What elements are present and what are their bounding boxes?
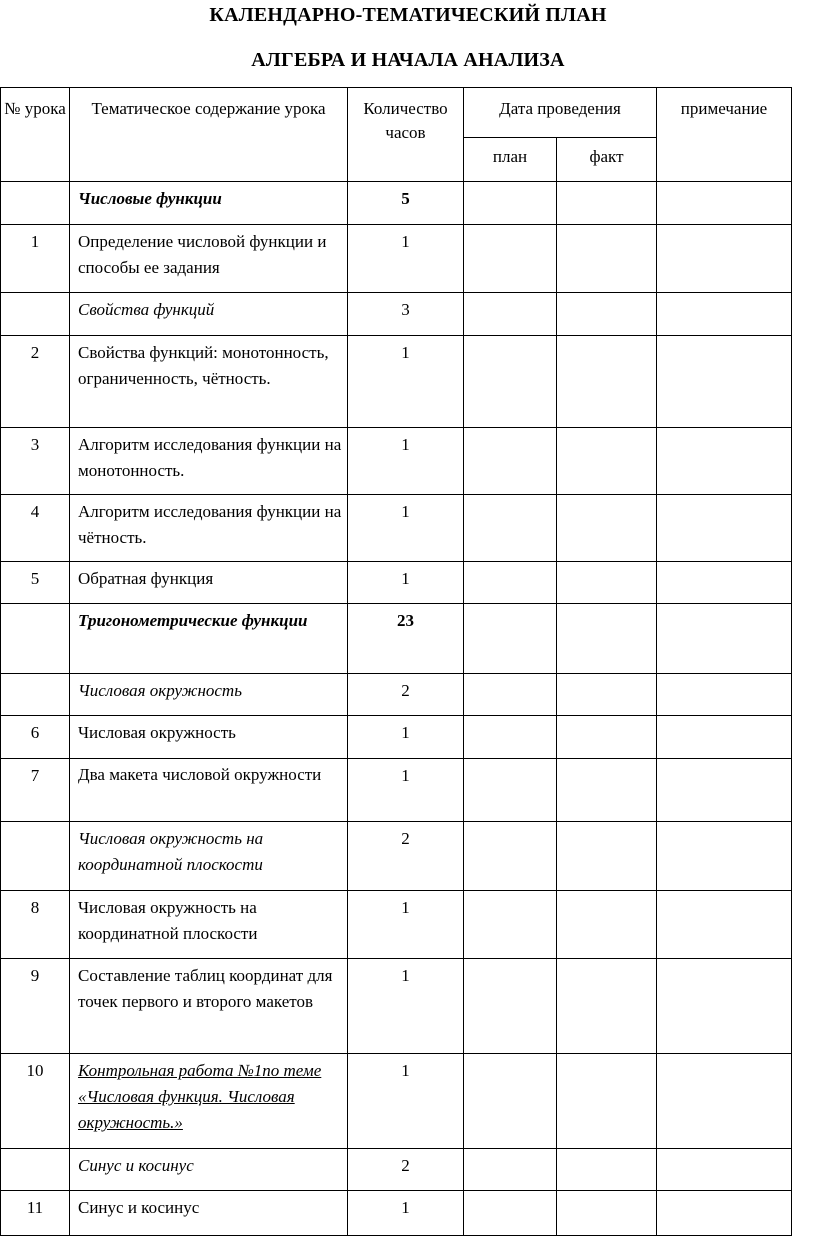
header-date: Дата проведения: [464, 88, 657, 138]
date-plan-cell: [464, 1054, 557, 1149]
note-cell: [657, 495, 792, 562]
lesson-hours: 1: [348, 336, 464, 428]
date-plan-cell: [464, 495, 557, 562]
table-row: [1, 225, 792, 293]
test-lesson-topic: Контрольная работа №1по теме «Числовая функция. Числовая окружность.»: [70, 1054, 348, 1149]
lesson-topic: Определение числовой функции и способы ее задания: [70, 225, 348, 293]
note-cell: [657, 428, 792, 495]
date-fact-cell: [557, 604, 657, 674]
table-row: [1, 562, 792, 604]
header-hours: Количество часов: [348, 88, 464, 182]
table-row: [1, 674, 792, 716]
header-topic: Тематическое содержание урока: [70, 88, 348, 182]
lesson-hours: 1: [348, 428, 464, 495]
table-row: [1, 182, 792, 225]
note-cell: [657, 891, 792, 959]
lesson-hours: 5: [348, 182, 464, 225]
lesson-number: [1, 1149, 70, 1191]
note-cell: [657, 604, 792, 674]
date-plan-cell: [464, 1149, 557, 1191]
date-plan-cell: [464, 225, 557, 293]
note-cell: [657, 182, 792, 225]
date-plan-cell: [464, 674, 557, 716]
lesson-number: 7: [1, 759, 70, 822]
note-cell: [657, 225, 792, 293]
lesson-topic: Составление таблиц координат для точек первого и второго макетов: [70, 959, 348, 1054]
lesson-topic: Алгоритм исследования функции на монотонность.: [70, 428, 348, 495]
section-title: Числовая окружность на координатной плоскости: [70, 822, 348, 891]
lesson-hours: 1: [348, 495, 464, 562]
date-plan-cell: [464, 336, 557, 428]
lesson-hours: 3: [348, 293, 464, 336]
lesson-topic: Числовая окружность: [70, 716, 348, 759]
date-plan-cell: [464, 604, 557, 674]
date-fact-cell: [557, 759, 657, 822]
date-fact-cell: [557, 822, 657, 891]
lesson-plan-table: [0, 87, 792, 1236]
date-fact-cell: [557, 1149, 657, 1191]
date-fact-cell: [557, 562, 657, 604]
document-subtitle: АЛГЕБРА И НАЧАЛА АНАЛИЗА: [251, 49, 565, 71]
table-row: [1, 604, 792, 674]
date-plan-cell: [464, 293, 557, 336]
date-fact-cell: [557, 293, 657, 336]
lesson-hours: 2: [348, 674, 464, 716]
section-title: Числовые функции: [70, 182, 348, 225]
lesson-number: 9: [1, 959, 70, 1054]
lesson-hours: 2: [348, 822, 464, 891]
date-plan-cell: [464, 716, 557, 759]
lesson-hours: 1: [348, 225, 464, 293]
table-row: [1, 336, 792, 428]
document-title: КАЛЕНДАРНО-ТЕМАТИЧЕСКИЙ ПЛАН: [209, 4, 607, 26]
lesson-hours: 1: [348, 759, 464, 822]
note-cell: [657, 1054, 792, 1149]
lesson-number: 4: [1, 495, 70, 562]
date-plan-cell: [464, 182, 557, 225]
date-plan-cell: [464, 759, 557, 822]
table-row: [1, 495, 792, 562]
lesson-hours: 1: [348, 1191, 464, 1236]
header-plan: план: [464, 138, 557, 182]
date-fact-cell: [557, 495, 657, 562]
table-row: [1, 1191, 792, 1236]
table-row: [1, 1149, 792, 1191]
table-header-row: [1, 88, 792, 138]
lesson-number: [1, 182, 70, 225]
date-plan-cell: [464, 428, 557, 495]
section-title: Числовая окружность: [70, 674, 348, 716]
note-cell: [657, 1149, 792, 1191]
date-plan-cell: [464, 891, 557, 959]
header-fact: факт: [557, 138, 657, 182]
lesson-number: 10: [1, 1054, 70, 1149]
lesson-number: 3: [1, 428, 70, 495]
lesson-hours: 1: [348, 716, 464, 759]
date-plan-cell: [464, 1191, 557, 1236]
lesson-hours: 23: [348, 604, 464, 674]
lesson-hours: 1: [348, 959, 464, 1054]
table-row: [1, 891, 792, 959]
lesson-number: 11: [1, 1191, 70, 1236]
lesson-number: 2: [1, 336, 70, 428]
lesson-number: [1, 674, 70, 716]
note-cell: [657, 822, 792, 891]
lesson-hours: 1: [348, 1054, 464, 1149]
table-row: [1, 959, 792, 1054]
lesson-topic: Синус и косинус: [70, 1191, 348, 1236]
date-fact-cell: [557, 428, 657, 495]
table-row: [1, 716, 792, 759]
date-plan-cell: [464, 959, 557, 1054]
date-fact-cell: [557, 716, 657, 759]
lesson-topic: Два макета числовой окружности: [70, 759, 348, 822]
date-fact-cell: [557, 891, 657, 959]
table-row: [1, 759, 792, 822]
lesson-topic: Алгоритм исследования функции на чётность.: [70, 495, 348, 562]
lesson-number: 8: [1, 891, 70, 959]
date-fact-cell: [557, 674, 657, 716]
section-title: Свойства функций: [70, 293, 348, 336]
lesson-hours: 1: [348, 891, 464, 959]
lesson-number: [1, 604, 70, 674]
date-fact-cell: [557, 336, 657, 428]
header-note: примечание: [657, 88, 792, 182]
section-title: Тригонометрические функции: [70, 604, 348, 674]
lesson-hours: 1: [348, 562, 464, 604]
note-cell: [657, 674, 792, 716]
lesson-topic: Числовая окружность на координатной плоскости: [70, 891, 348, 959]
note-cell: [657, 716, 792, 759]
note-cell: [657, 562, 792, 604]
date-fact-cell: [557, 1054, 657, 1149]
table-row: [1, 822, 792, 891]
lesson-number: 5: [1, 562, 70, 604]
date-plan-cell: [464, 562, 557, 604]
table-row: [1, 293, 792, 336]
lesson-number: [1, 822, 70, 891]
table-row: [1, 428, 792, 495]
table-row: [1, 1054, 792, 1149]
date-fact-cell: [557, 959, 657, 1054]
note-cell: [657, 336, 792, 428]
lesson-hours: 2: [348, 1149, 464, 1191]
note-cell: [657, 1191, 792, 1236]
note-cell: [657, 959, 792, 1054]
lesson-number: 1: [1, 225, 70, 293]
lesson-topic: Обратная функция: [70, 562, 348, 604]
date-plan-cell: [464, 822, 557, 891]
date-fact-cell: [557, 182, 657, 225]
note-cell: [657, 759, 792, 822]
section-title: Синус и косинус: [70, 1149, 348, 1191]
note-cell: [657, 293, 792, 336]
header-lesson-number: № урока: [1, 88, 70, 182]
lesson-topic: Свойства функций: монотонность, ограниченность, чётность.: [70, 336, 348, 428]
lesson-number: [1, 293, 70, 336]
lesson-number: 6: [1, 716, 70, 759]
date-fact-cell: [557, 1191, 657, 1236]
date-fact-cell: [557, 225, 657, 293]
